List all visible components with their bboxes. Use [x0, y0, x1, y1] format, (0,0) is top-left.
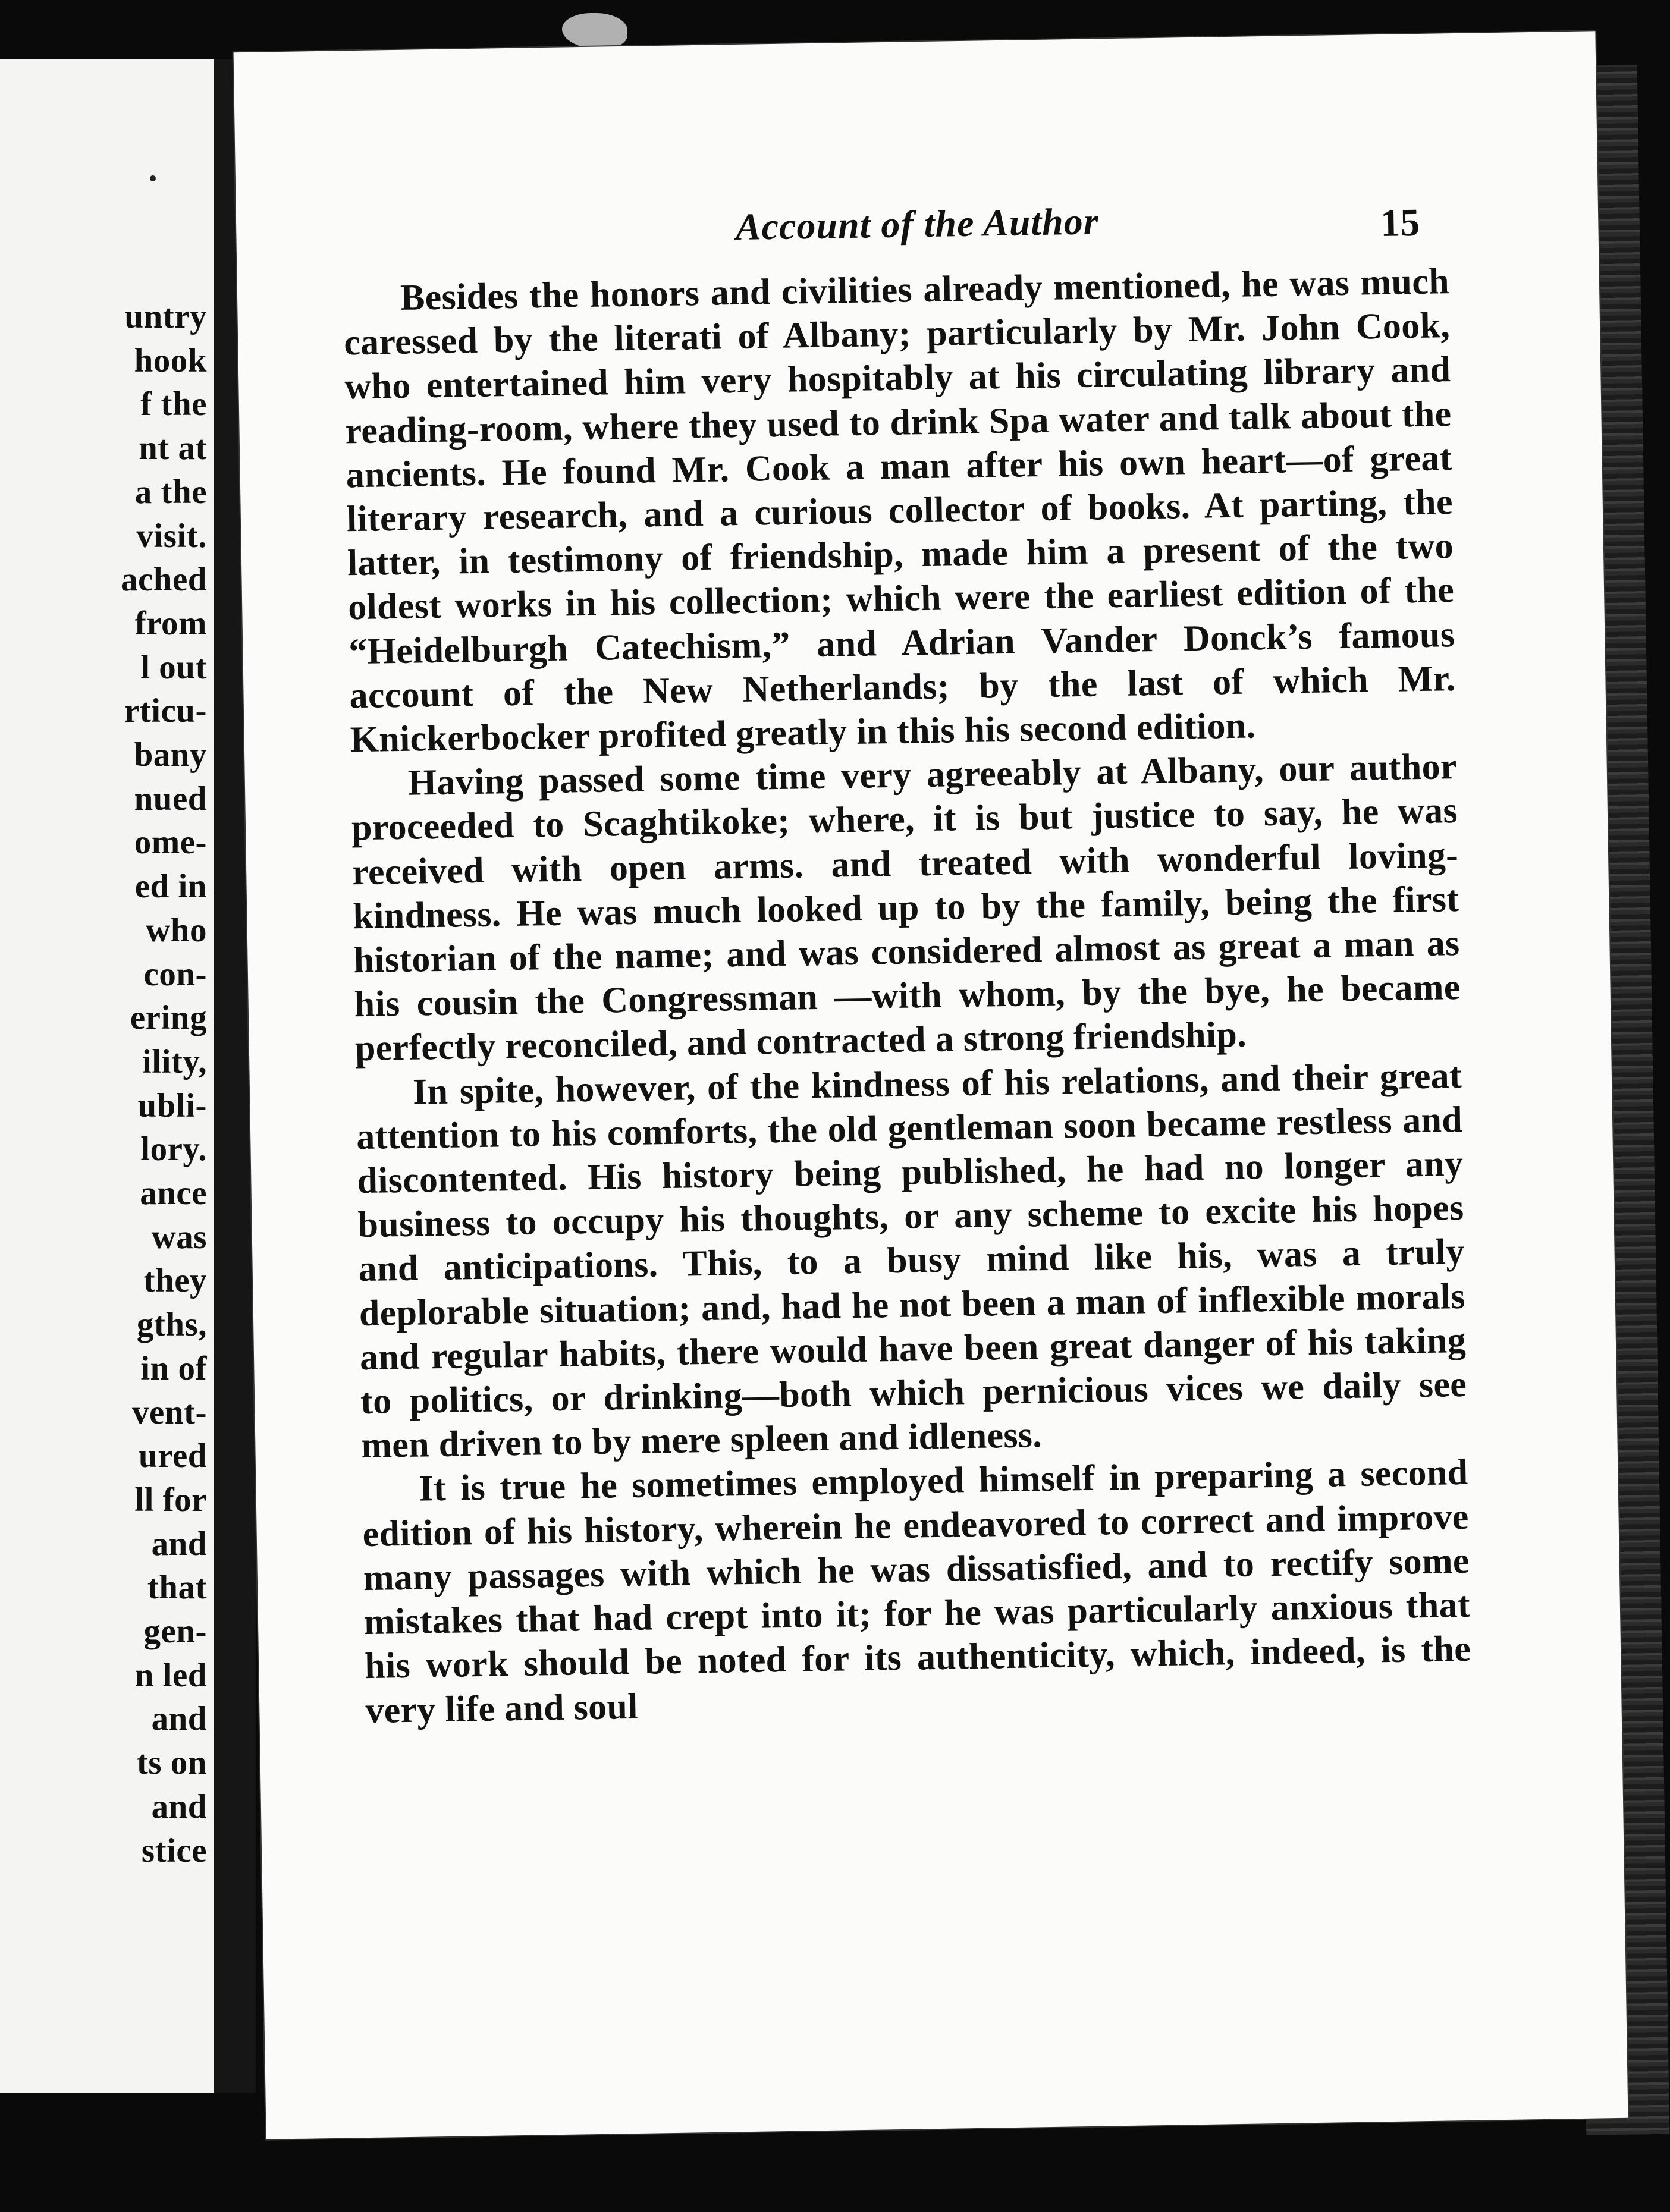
previous-page-line: stice	[141, 1831, 207, 1869]
previous-page-line: ome-	[134, 824, 207, 862]
previous-page-line: was	[151, 1218, 207, 1256]
previous-page-line: from	[134, 604, 207, 642]
previous-page-line: f the	[140, 385, 207, 423]
previous-page-line: l out	[140, 648, 207, 686]
previous-page-line: ached	[121, 561, 207, 599]
previous-page-line: ll for	[134, 1481, 207, 1519]
previous-page-line: con-	[143, 955, 207, 993]
previous-page-line: bany	[134, 736, 207, 774]
paragraph: Besides the honors and civilities already mentioned, he was much caressed by the literati of Albany; particularly by Mr. John Cook, who entertained him very hospitably at his circulating library and reading-room, where they used to drink Spa water and talk about the ancients. He found Mr. Cook a man after his own heart—of great literary research, and a curious collector of books. At parting, the latter, in testimony of friendship, made him a present of the two oldest works in his collection; which were the earliest edition of the “Heidelburgh Catechism,” and Adrian Vander Donck’s famous account of the New Netherlands; by the last of which Mr. Knickerbocker profited greatly in this his second edition.	[343, 261, 1456, 761]
previous-page-line: nued	[134, 780, 207, 818]
previous-page-line: and	[151, 1525, 207, 1563]
previous-page-line: and	[151, 1700, 207, 1738]
previous-page-line: lory.	[140, 1130, 207, 1168]
previous-page-line: vent-	[132, 1393, 207, 1431]
previous-page-line: nt at	[139, 429, 207, 467]
previous-page-line: who	[146, 911, 207, 949]
previous-page-line: they	[143, 1262, 207, 1300]
previous-page-line: in of	[140, 1349, 207, 1387]
previous-page-line: ts on	[136, 1744, 207, 1782]
previous-page-line: hook	[134, 341, 207, 379]
paragraph: In spite, however, of the kindness of his relations, and their great attention to his comforts, the old gentleman soon became restless and discontented. His history being published, he had no longer any business to occupy his thoughts, or any scheme to excite his hopes and anticipations. This, to a busy mind like his, was a truly deplorable situation; and, had he not been a man of inflexible morals and regular habits, there would have been great danger of his taking to politics, or drinking—both which pernicious vices we daily see men driven to by mere spleen and idleness.	[356, 1055, 1467, 1466]
previous-page-line: n led	[134, 1656, 207, 1694]
previous-page	[0, 59, 214, 2093]
body-text	[343, 259, 1472, 1733]
paragraph: It is true he sometimes employed himself in preparing a second edition of his history, wherein he endeavored to correct and improve many passages with which he was dissatisfied, and to rectify some mistakes that had crept into it; for he was particularly anxious that his work should be noted for its authenticity, which, indeed, is the very life and soul	[362, 1452, 1471, 1731]
paragraph: Having passed some time very agreeably at Albany, our author proceeded to Scaghtikoke; where, it is but justice to say, he was received with open arms. and treated with wonderful loving-kindness. He was much looked up to by the family, being the first historian of the name; and was considered almost as great a man as his cousin the Congressman —with whom, by the bye, he became perfectly reconciled, and contracted a strong friendship.	[351, 746, 1461, 1069]
previous-page-line: ering	[130, 999, 207, 1037]
previous-page-line: a the	[134, 473, 207, 511]
previous-page-line: ubli-	[137, 1086, 207, 1124]
previous-page-line: ured	[139, 1437, 207, 1475]
book-page	[234, 31, 1628, 2139]
previous-page-line: ility,	[142, 1042, 207, 1080]
scan-smudge	[562, 13, 627, 49]
running-head: Account of the Author	[735, 200, 1100, 248]
previous-page-line: rticu-	[124, 692, 207, 730]
previous-page-line: gths,	[136, 1306, 207, 1344]
previous-page-line: ance	[140, 1174, 207, 1212]
previous-page-line: gen-	[143, 1613, 207, 1650]
ink-dot	[150, 175, 156, 181]
page-number: 15	[1380, 200, 1420, 245]
previous-page-line: visit.	[136, 517, 207, 555]
previous-page-line: ed in	[134, 868, 207, 906]
previous-page-line: that	[147, 1569, 207, 1607]
previous-page-line: and	[151, 1787, 207, 1825]
previous-page-line: untry	[124, 298, 207, 335]
